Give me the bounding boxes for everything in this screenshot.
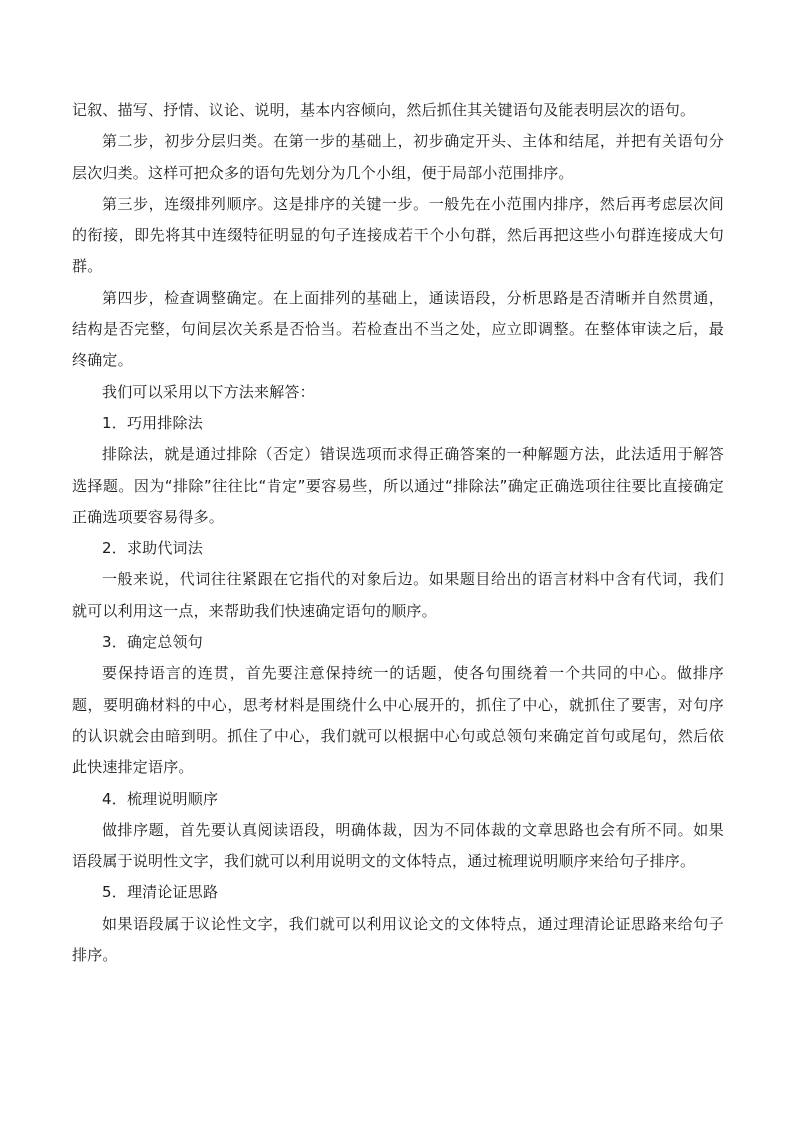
paragraph-method-1: 排除法，就是通过排除（否定）错误选项而求得正确答案的一种解题方法，此法适用于解答选择题。因为“排除”往往比“肯定”要容易些，所以通过“排除法”确定正确选项往往要比直接确定正确选项要容易得多。 xyxy=(72,445,724,526)
paragraph-method-4: 做排序题，首先要认真阅读语段，明确体裁，因为不同体裁的文章思路也会有所不同。如果语段属于说明性文字，我们就可以利用说明文的文体特点，通过梳理说明顺序来给句子排序。 xyxy=(72,820,724,871)
heading-method-4: 4．梳理说明顺序 xyxy=(102,789,219,808)
paragraph-step2: 第二步，初步分层归类。在第一步的基础上，初步确定开头、主体和结尾，并把有关语句分层次归类。这样可把众多的语句先划分为几个小组，便于局部小范围排序。 xyxy=(72,132,724,182)
heading-method-2: 2．求助代词法 xyxy=(102,539,203,558)
document-body xyxy=(72,95,724,971)
paragraph-step3: 第三步，连缀排列顺序。这是排序的关键一步。一般先在小范围内排序，然后再考虑层次间的衔接，即先将其中连缀特征明显的句子连接成若干个小句群，然后再把这些小句群连接成大句群。 xyxy=(72,194,724,276)
heading-method-3: 3．确定总领句 xyxy=(102,633,203,652)
heading-method-1: 1．巧用排除法 xyxy=(102,413,203,432)
paragraph-step1-continued: 记叙、描写、抒情、议论、说明，基本内容倾向，然后抓住其关键语句及能表明层次的语句。 xyxy=(72,101,696,119)
paragraph-methods-intro: 我们可以采用以下方法来解答： xyxy=(102,382,315,401)
paragraph-step4: 第四步，检查调整确定。在上面排列的基础上，通读语段，分析思路是否清晰并自然贯通，结构是否完整，句间层次关系是否恰当。若检查出不当之处，应立即调整。在整体审读之后，最终确定。 xyxy=(72,288,724,370)
heading-method-5: 5．理清论证思路 xyxy=(102,883,219,902)
paragraph-method-5: 如果语段属于议论性文字，我们就可以利用议论文的文体特点，通过理清论证思路来给句子排序。 xyxy=(72,914,724,965)
paragraph-method-3: 要保持语言的连贯，首先要注意保持统一的话题，使各句围绕着一个共同的中心。做排序题，要明确材料的中心，思考材料是围绕什么中心展开的，抓住了中心，就抓住了要害，对句序的认识就会由暗到明。抓住了中心，我们就可以根据中心句或总领句来确定首句或尾句，然后依此快速排定语序。 xyxy=(72,664,724,777)
paragraph-method-2: 一般来说，代词往往紧跟在它指代的对象后边。如果题目给出的语言材料中含有代词，我们就可以利用这一点，来帮助我们快速确定语句的顺序。 xyxy=(72,570,724,620)
